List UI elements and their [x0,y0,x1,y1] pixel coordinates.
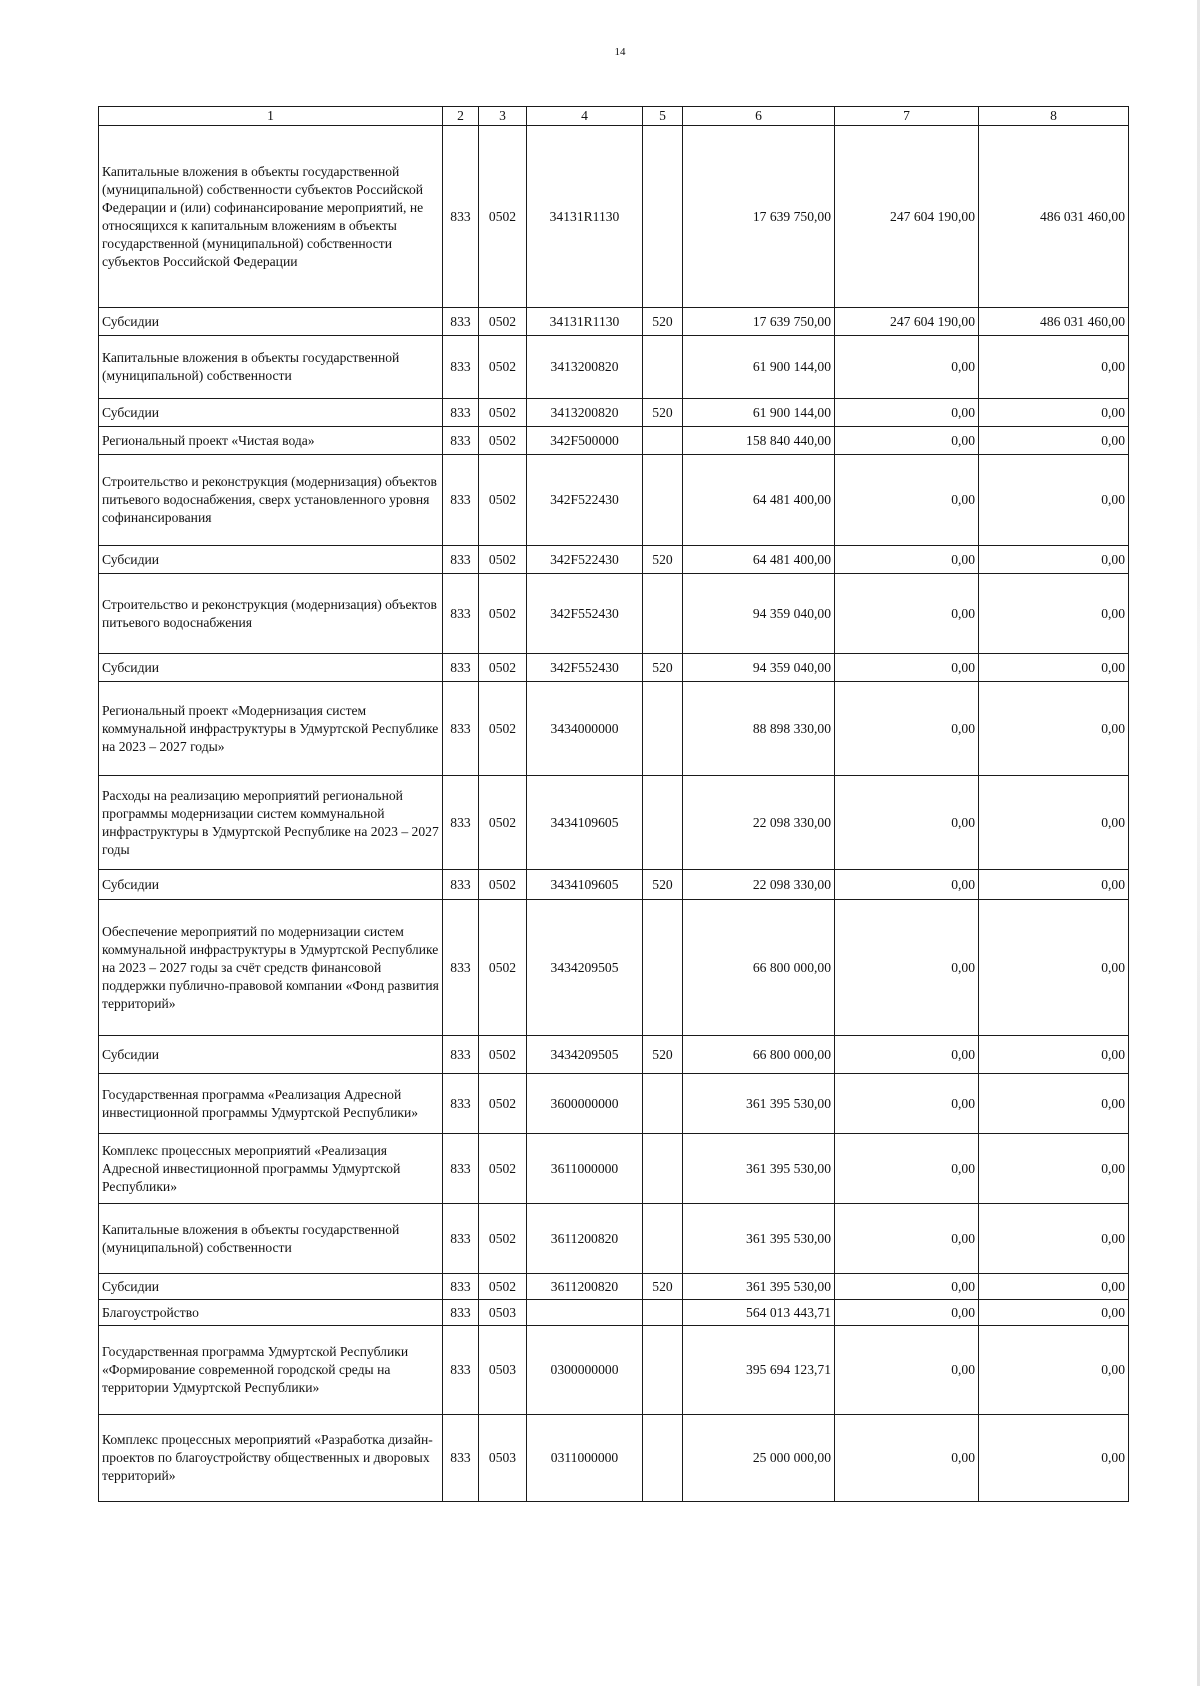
row-sum-col-8: 486 031 460,00 [979,308,1129,336]
row-sum-col-6: 395 694 123,71 [683,1326,835,1415]
row-ministry: 833 [443,776,479,870]
row-sum-col-6: 361 395 530,00 [683,1204,835,1274]
table-row [99,1326,1129,1415]
row-expense-type: 520 [643,1036,683,1074]
row-section: 0502 [479,1274,527,1300]
row-section: 0502 [479,308,527,336]
table-body [99,107,1129,1502]
row-expense-type [643,776,683,870]
row-expense-type [643,1326,683,1415]
row-expense-type [643,574,683,654]
row-expense-type [643,336,683,399]
row-sum-col-6: 17 639 750,00 [683,126,835,308]
row-ministry: 833 [443,1300,479,1326]
row-code: 3434209505 [527,1036,643,1074]
row-sum-col-6: 17 639 750,00 [683,308,835,336]
row-expense-type [643,1074,683,1134]
row-ministry: 833 [443,336,479,399]
row-name: Капитальные вложения в объекты государственной (муниципальной) собственности субъектов Российской Федерации и (или) софинансирование мероприятий, не относящихся к капитальным вложениям в объекты государственной (муниципальной) собственности субъектов Российской Федерации [99,126,443,308]
row-code: 3413200820 [527,399,643,427]
row-code: 342F522430 [527,455,643,546]
row-name: Капитальные вложения в объекты государственной (муниципальной) собственности [99,336,443,399]
row-section: 0503 [479,1415,527,1502]
row-sum-col-8: 0,00 [979,574,1129,654]
page-number: 14 [614,46,626,58]
row-sum-col-8: 0,00 [979,1300,1129,1326]
table-row [99,1036,1129,1074]
row-ministry: 833 [443,1415,479,1502]
row-sum-col-6: 88 898 330,00 [683,682,835,776]
row-sum-col-8: 0,00 [979,336,1129,399]
row-ministry: 833 [443,1274,479,1300]
row-sum-col-7: 0,00 [835,1300,979,1326]
table-row [99,1204,1129,1274]
row-sum-col-6: 158 840 440,00 [683,427,835,455]
row-sum-col-8: 0,00 [979,1326,1129,1415]
row-ministry: 833 [443,427,479,455]
row-sum-col-8: 0,00 [979,776,1129,870]
row-sum-col-8: 486 031 460,00 [979,126,1129,308]
row-ministry: 833 [443,682,479,776]
header-col-1: 1 [99,107,443,126]
row-sum-col-7: 0,00 [835,1274,979,1300]
row-expense-type [643,427,683,455]
row-expense-type [643,1134,683,1204]
row-name: Обеспечение мероприятий по модернизации систем коммунальной инфраструктуры в Удмуртской Республике на 2023 – 2027 годы за счёт средств финансовой поддержки публично-правовой компании «Фонд развития территорий» [99,900,443,1036]
row-sum-col-8: 0,00 [979,1134,1129,1204]
row-expense-type: 520 [643,654,683,682]
row-name: Комплекс процессных мероприятий «Реализация Адресной инвестиционной программы Удмуртской Республики» [99,1134,443,1204]
row-sum-col-8: 0,00 [979,399,1129,427]
row-section: 0502 [479,399,527,427]
table-row [99,900,1129,1036]
budget-table [98,106,1129,1502]
row-section: 0502 [479,574,527,654]
row-sum-col-8: 0,00 [979,1415,1129,1502]
table-row [99,399,1129,427]
row-expense-type: 520 [643,546,683,574]
table-row [99,1300,1129,1326]
row-sum-col-6: 64 481 400,00 [683,455,835,546]
row-expense-type: 520 [643,1274,683,1300]
row-name: Субсидии [99,870,443,900]
row-name: Государственная программа Удмуртской Республики «Формирование современной городской среды на территории Удмуртской Республики» [99,1326,443,1415]
row-ministry: 833 [443,126,479,308]
row-expense-type [643,1415,683,1502]
header-col-5: 5 [643,107,683,126]
row-sum-col-6: 22 098 330,00 [683,870,835,900]
row-sum-col-8: 0,00 [979,1036,1129,1074]
row-sum-col-8: 0,00 [979,682,1129,776]
table-row [99,1415,1129,1502]
row-code: 3434209505 [527,900,643,1036]
table-row [99,1134,1129,1204]
row-code: 342F552430 [527,574,643,654]
row-code: 0311000000 [527,1415,643,1502]
row-sum-col-7: 0,00 [835,427,979,455]
row-sum-col-6: 66 800 000,00 [683,900,835,1036]
row-ministry: 833 [443,546,479,574]
table-row [99,654,1129,682]
row-name: Капитальные вложения в объекты государственной (муниципальной) собственности [99,1204,443,1274]
row-sum-col-7: 0,00 [835,870,979,900]
row-section: 0502 [479,654,527,682]
row-name: Благоустройство [99,1300,443,1326]
row-sum-col-7: 0,00 [835,336,979,399]
table-row [99,574,1129,654]
row-sum-col-8: 0,00 [979,900,1129,1036]
row-expense-type [643,900,683,1036]
row-sum-col-7: 0,00 [835,1036,979,1074]
row-code: 3413200820 [527,336,643,399]
row-name: Субсидии [99,654,443,682]
row-code: 0300000000 [527,1326,643,1415]
header-col-8: 8 [979,107,1129,126]
row-sum-col-7: 0,00 [835,682,979,776]
row-name: Субсидии [99,1036,443,1074]
row-section: 0502 [479,900,527,1036]
row-sum-col-7: 247 604 190,00 [835,308,979,336]
row-section: 0502 [479,776,527,870]
row-ministry: 833 [443,399,479,427]
row-sum-col-7: 0,00 [835,399,979,427]
row-name: Субсидии [99,546,443,574]
row-ministry: 833 [443,1326,479,1415]
row-sum-col-6: 61 900 144,00 [683,399,835,427]
row-name: Субсидии [99,1274,443,1300]
row-section: 0502 [479,455,527,546]
row-code: 342F522430 [527,546,643,574]
table-row [99,1274,1129,1300]
row-name: Строительство и реконструкция (модернизация) объектов питьевого водоснабжения, сверх установленного уровня софинансирования [99,455,443,546]
table-row [99,455,1129,546]
row-section: 0502 [479,126,527,308]
row-sum-col-7: 0,00 [835,546,979,574]
row-sum-col-8: 0,00 [979,870,1129,900]
row-code: 3434109605 [527,870,643,900]
row-section: 0502 [479,546,527,574]
row-code: 34131R1130 [527,308,643,336]
row-sum-col-6: 94 359 040,00 [683,654,835,682]
row-section: 0502 [479,1036,527,1074]
row-ministry: 833 [443,1036,479,1074]
row-ministry: 833 [443,654,479,682]
header-col-6: 6 [683,107,835,126]
row-sum-col-6: 361 395 530,00 [683,1134,835,1204]
row-expense-type [643,1300,683,1326]
row-name: Государственная программа «Реализация Адресной инвестиционной программы Удмуртской Республики» [99,1074,443,1134]
row-sum-col-8: 0,00 [979,546,1129,574]
row-sum-col-8: 0,00 [979,1204,1129,1274]
table-row [99,776,1129,870]
row-ministry: 833 [443,870,479,900]
row-ministry: 833 [443,900,479,1036]
table-row [99,546,1129,574]
row-sum-col-7: 0,00 [835,455,979,546]
row-ministry: 833 [443,1074,479,1134]
table-row [99,308,1129,336]
row-sum-col-8: 0,00 [979,455,1129,546]
row-ministry: 833 [443,1134,479,1204]
table-row [99,870,1129,900]
row-sum-col-6: 22 098 330,00 [683,776,835,870]
row-expense-type [643,126,683,308]
row-code: 342F500000 [527,427,643,455]
row-sum-col-7: 247 604 190,00 [835,126,979,308]
row-ministry: 833 [443,574,479,654]
row-sum-col-7: 0,00 [835,1204,979,1274]
row-sum-col-7: 0,00 [835,654,979,682]
row-ministry: 833 [443,455,479,546]
row-expense-type: 520 [643,870,683,900]
row-sum-col-6: 61 900 144,00 [683,336,835,399]
header-col-2: 2 [443,107,479,126]
row-sum-col-7: 0,00 [835,1326,979,1415]
row-sum-col-7: 0,00 [835,1074,979,1134]
row-code: 3434000000 [527,682,643,776]
table-row [99,682,1129,776]
header-col-7: 7 [835,107,979,126]
table-row [99,427,1129,455]
row-section: 0503 [479,1326,527,1415]
row-ministry: 833 [443,1204,479,1274]
row-expense-type: 520 [643,308,683,336]
row-sum-col-6: 564 013 443,71 [683,1300,835,1326]
table-row [99,126,1129,308]
table-row [99,336,1129,399]
row-name: Региональный проект «Чистая вода» [99,427,443,455]
row-code: 342F552430 [527,654,643,682]
header-row [99,107,1129,126]
row-sum-col-8: 0,00 [979,654,1129,682]
row-sum-col-7: 0,00 [835,1415,979,1502]
row-section: 0502 [479,336,527,399]
row-name: Региональный проект «Модернизация систем коммунальной инфраструктуры в Удмуртской Республике на 2023 – 2027 годы» [99,682,443,776]
row-code: 34131R1130 [527,126,643,308]
row-code [527,1300,643,1326]
row-sum-col-6: 361 395 530,00 [683,1074,835,1134]
row-expense-type [643,455,683,546]
row-sum-col-8: 0,00 [979,1074,1129,1134]
row-sum-col-7: 0,00 [835,574,979,654]
row-code: 3611200820 [527,1204,643,1274]
header-col-4: 4 [527,107,643,126]
row-name: Строительство и реконструкция (модернизация) объектов питьевого водоснабжения [99,574,443,654]
row-name: Субсидии [99,308,443,336]
row-sum-col-8: 0,00 [979,427,1129,455]
row-sum-col-7: 0,00 [835,1134,979,1204]
row-name: Комплекс процессных мероприятий «Разработка дизайн-проектов по благоустройству общественных и дворовых территорий» [99,1415,443,1502]
row-ministry: 833 [443,308,479,336]
row-section: 0502 [479,682,527,776]
row-code: 3600000000 [527,1074,643,1134]
row-code: 3611000000 [527,1134,643,1204]
row-sum-col-8: 0,00 [979,1274,1129,1300]
row-section: 0502 [479,1134,527,1204]
row-sum-col-7: 0,00 [835,776,979,870]
row-code: 3611200820 [527,1274,643,1300]
row-sum-col-6: 64 481 400,00 [683,546,835,574]
row-sum-col-6: 25 000 000,00 [683,1415,835,1502]
row-name: Субсидии [99,399,443,427]
row-expense-type [643,1204,683,1274]
row-section: 0502 [479,870,527,900]
row-sum-col-6: 66 800 000,00 [683,1036,835,1074]
row-code: 3434109605 [527,776,643,870]
table-row [99,1074,1129,1134]
row-section: 0502 [479,1204,527,1274]
row-section: 0502 [479,1074,527,1134]
header-col-3: 3 [479,107,527,126]
row-expense-type: 520 [643,399,683,427]
row-section: 0503 [479,1300,527,1326]
row-sum-col-7: 0,00 [835,900,979,1036]
row-section: 0502 [479,427,527,455]
row-name: Расходы на реализацию мероприятий региональной программы модернизации систем коммунальной инфраструктуры в Удмуртской Республике на 2023 – 2027 годы [99,776,443,870]
row-sum-col-6: 94 359 040,00 [683,574,835,654]
row-expense-type [643,682,683,776]
row-sum-col-6: 361 395 530,00 [683,1274,835,1300]
